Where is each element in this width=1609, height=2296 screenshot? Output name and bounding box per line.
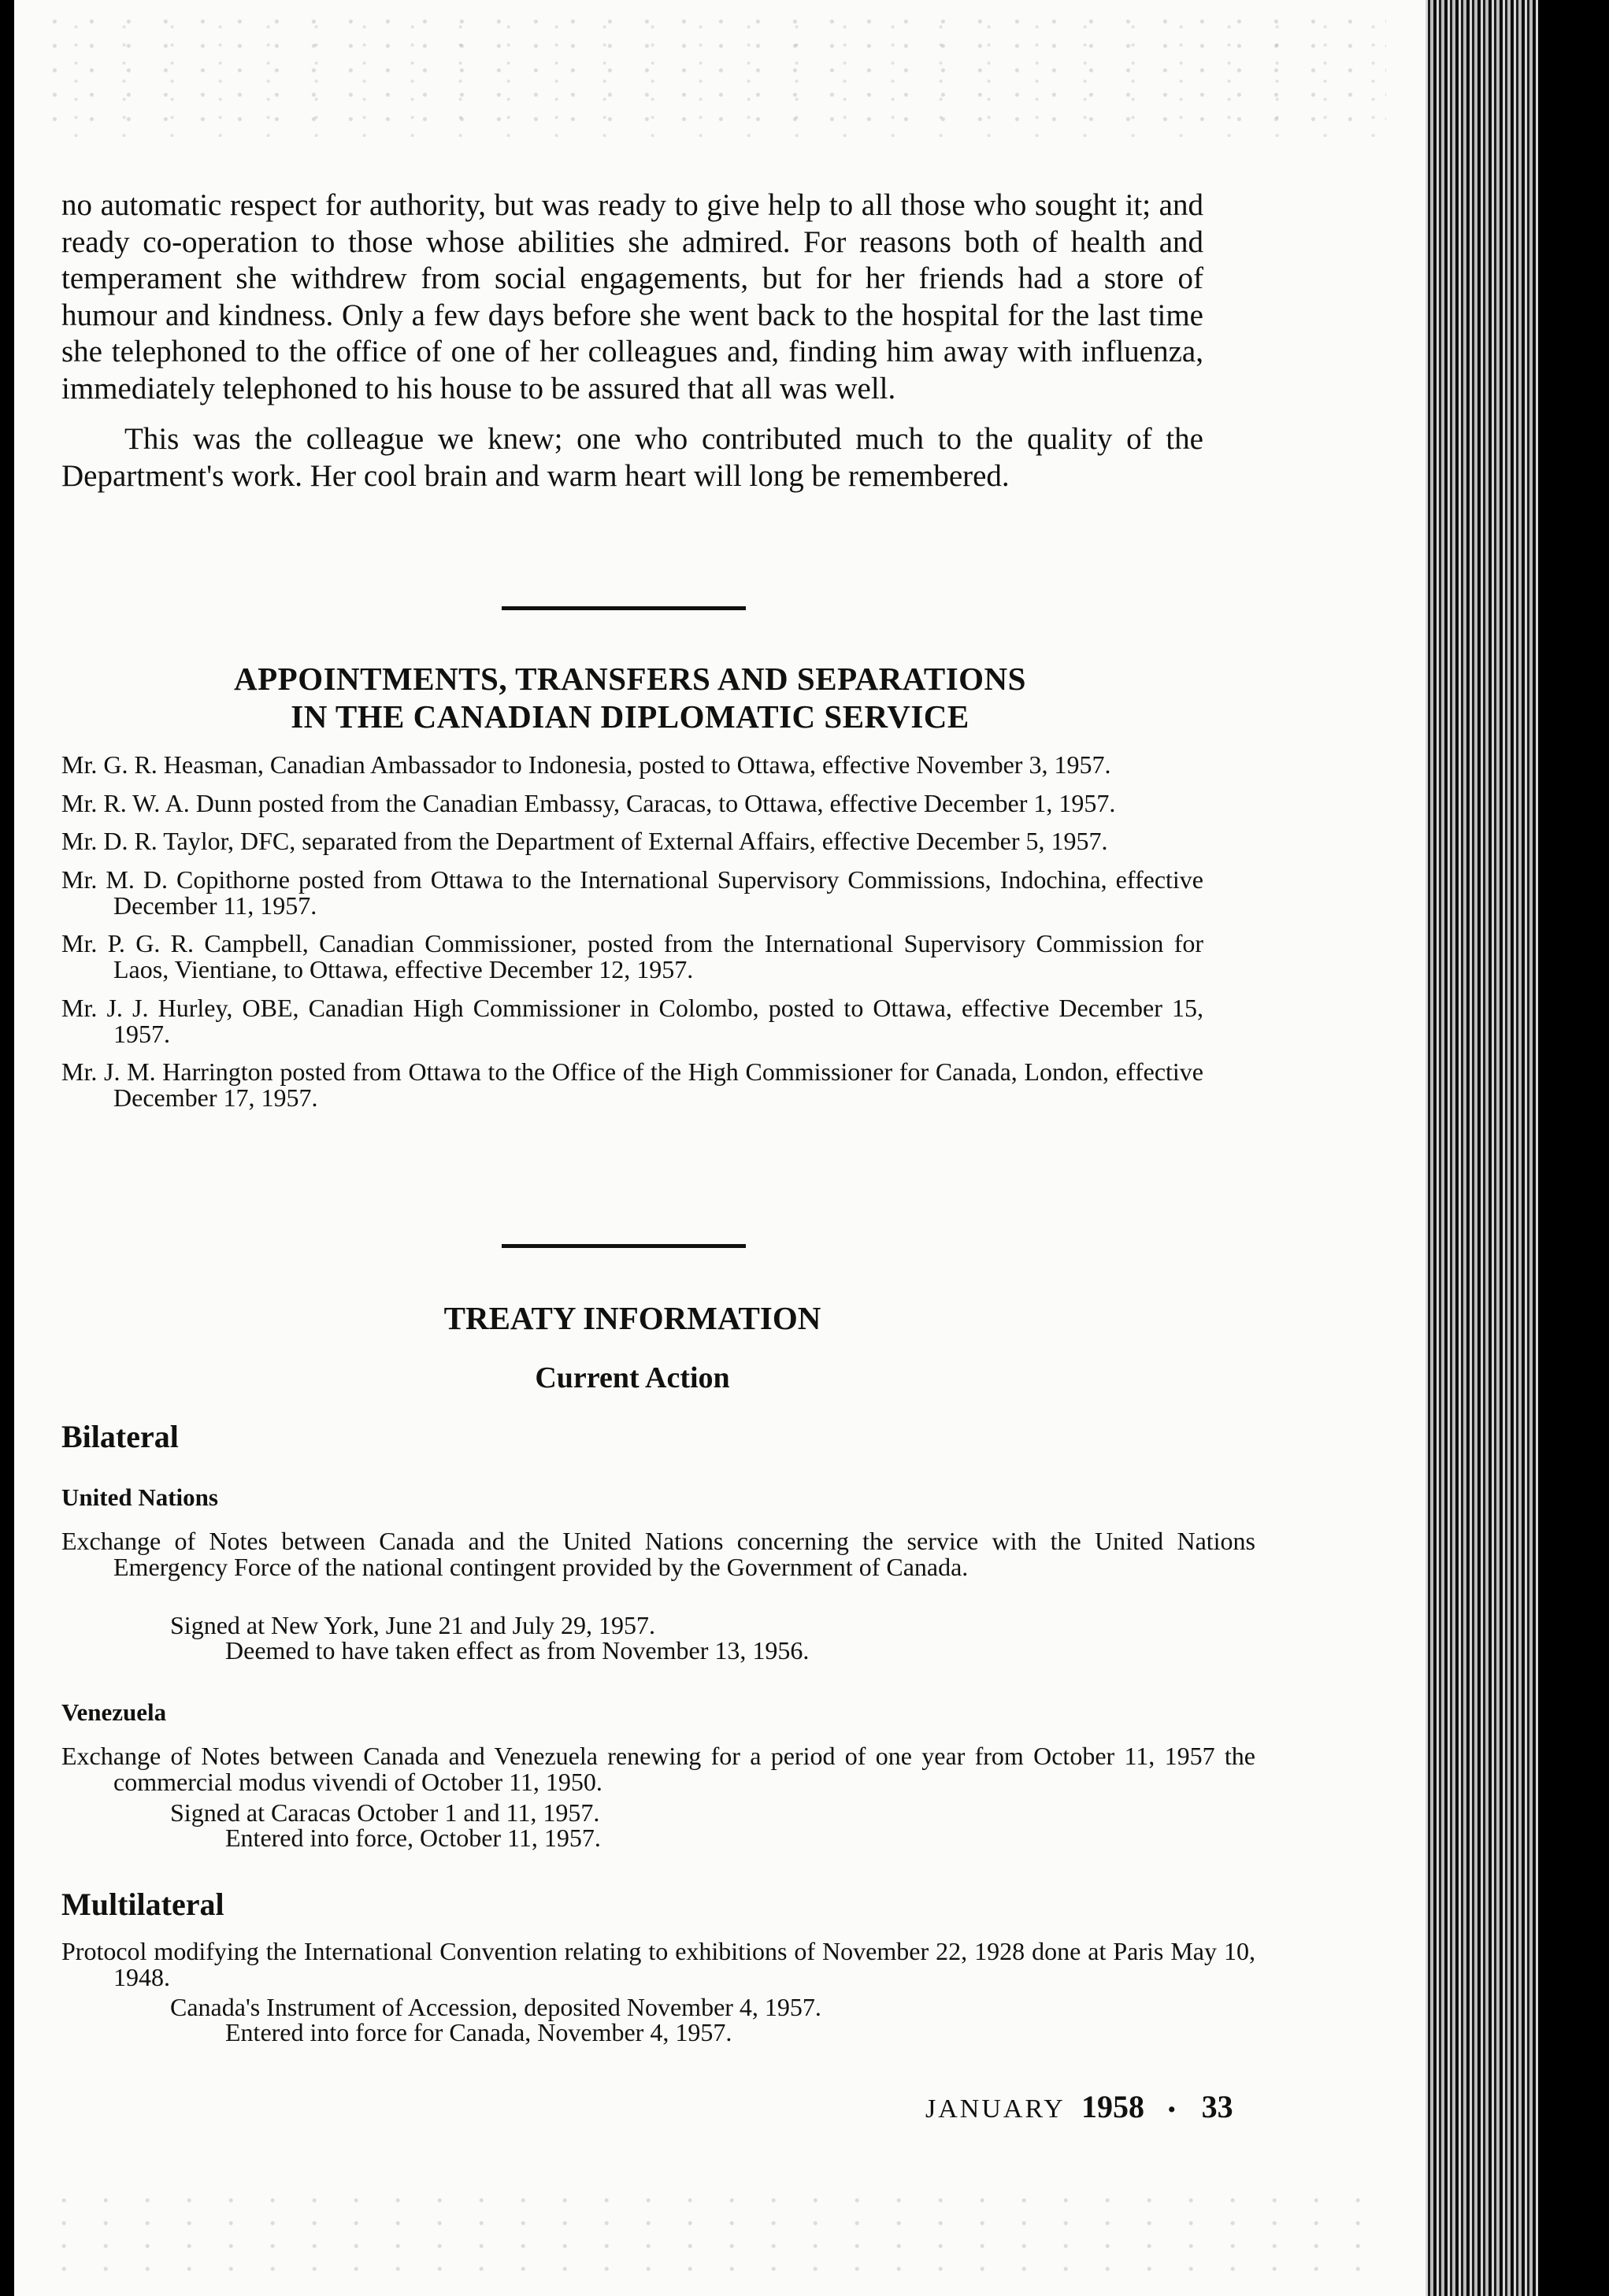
treaty-subtitle: Current Action bbox=[535, 1361, 730, 1394]
venezuela-treaty-effect: Entered into force, October 11, 1957. bbox=[225, 1824, 601, 1852]
appointment-entry: Mr. J. J. Hurley, OBE, Canadian High Commissioner in Colombo, posted to Ottawa, effective December 15, 1957. bbox=[61, 993, 1203, 1048]
protocol-description: Protocol modifying the International Convention relating to exhibitions of November 22, 1928 done at Paris May 10, 1948. bbox=[61, 1937, 1255, 1991]
scan-noise-bottom bbox=[47, 2189, 1386, 2283]
appointment-entry: Mr. D. R. Taylor, DFC, separated from the Department of External Affairs, effective December 5, 1957. bbox=[61, 827, 1108, 855]
page-footer bbox=[925, 2091, 1233, 2126]
footer-month: JANUARY bbox=[925, 2094, 1065, 2124]
bilateral-heading: Bilateral bbox=[61, 1419, 179, 1454]
venezuela-treaty-description: Exchange of Notes between Canada and Venezuela renewing for a period of one year from October 11, 1957 the commercial modus vivendi of October 11, 1950. bbox=[61, 1742, 1255, 1796]
footer-year: 1958 bbox=[1081, 2089, 1145, 2124]
un-treaty-description: Exchange of Notes between Canada and the United Nations concerning the service with the United Nations Emergency Force of the national contingent provided by the Government of Canada. bbox=[61, 1527, 1255, 1581]
united-nations-heading: United Nations bbox=[61, 1483, 218, 1511]
protocol-effect: Entered into force for Canada, November 4, 1957. bbox=[225, 2018, 732, 2046]
obituary-paragraph-2: This was the colleague we knew; one who contributed much to the quality of the Department's work. Her cool brain and warm heart will long be remembered. bbox=[61, 422, 1203, 493]
un-treaty-effect: Deemed to have taken effect as from November 13, 1956. bbox=[225, 1636, 810, 1665]
appointments-list bbox=[61, 752, 1203, 1124]
appointment-entry: Mr. G. R. Heasman, Canadian Ambassador to Indonesia, posted to Ottawa, effective November 3, 1957. bbox=[61, 750, 1111, 779]
section-divider-1 bbox=[502, 606, 746, 610]
footer-separator: • bbox=[1167, 2097, 1179, 2123]
multilateral-heading: Multilateral bbox=[61, 1887, 224, 1922]
obituary-paragraph-1: no automatic respect for authority, but was ready to give help to all those who sought it; and ready co-operation to those whose abilities she admired. For reasons both of health and temperament she withdrew from social engagements, but for her friends had a store of humour and kindness. Only a few days before she went back to the hospital for the last time she telephoned to the office of one of her colleagues and, finding him away with influenza, immediately telephoned to his house to be assured that all was well. bbox=[61, 188, 1203, 406]
page-number: 33 bbox=[1201, 2089, 1233, 2124]
appointment-entry: Mr. P. G. R. Campbell, Canadian Commissioner, posted from the International Supervisory Commission for Laos, Vientiane, to Ottawa, effective December 12, 1957. bbox=[61, 929, 1203, 983]
scan-left-border bbox=[0, 0, 14, 2296]
treaty-title: TREATY INFORMATION bbox=[443, 1300, 821, 1336]
obituary-continuation bbox=[61, 187, 1203, 494]
scan-right-binding-edge bbox=[1425, 0, 1609, 2296]
appointment-entry: Mr. R. W. A. Dunn posted from the Canadian Embassy, Caracas, to Ottawa, effective December 1, 1957. bbox=[61, 788, 1116, 817]
un-treaty-signed: Signed at New York, June 21 and July 29, 1957. bbox=[170, 1611, 655, 1639]
scan-noise-top bbox=[47, 14, 1386, 140]
appointment-entry: Mr. J. M. Harrington posted from Ottawa to the Office of the High Commissioner for Canada, London, effective December 17, 1957. bbox=[61, 1057, 1203, 1112]
venezuela-treaty-signed: Signed at Caracas October 1 and 11, 1957. bbox=[170, 1798, 600, 1827]
appointments-heading-line2: IN THE CANADIAN DIPLOMATIC SERVICE bbox=[291, 698, 969, 735]
protocol-accession: Canada's Instrument of Accession, deposited November 4, 1957. bbox=[170, 1993, 821, 2021]
section-divider-2 bbox=[502, 1244, 746, 1248]
appointments-heading-line1: APPOINTMENTS, TRANSFERS AND SEPARATIONS bbox=[234, 661, 1026, 697]
venezuela-heading: Venezuela bbox=[61, 1698, 167, 1726]
appointment-entry: Mr. M. D. Copithorne posted from Ottawa to the International Supervisory Commissions, Indochina, effective December 11, 1957. bbox=[61, 865, 1203, 920]
